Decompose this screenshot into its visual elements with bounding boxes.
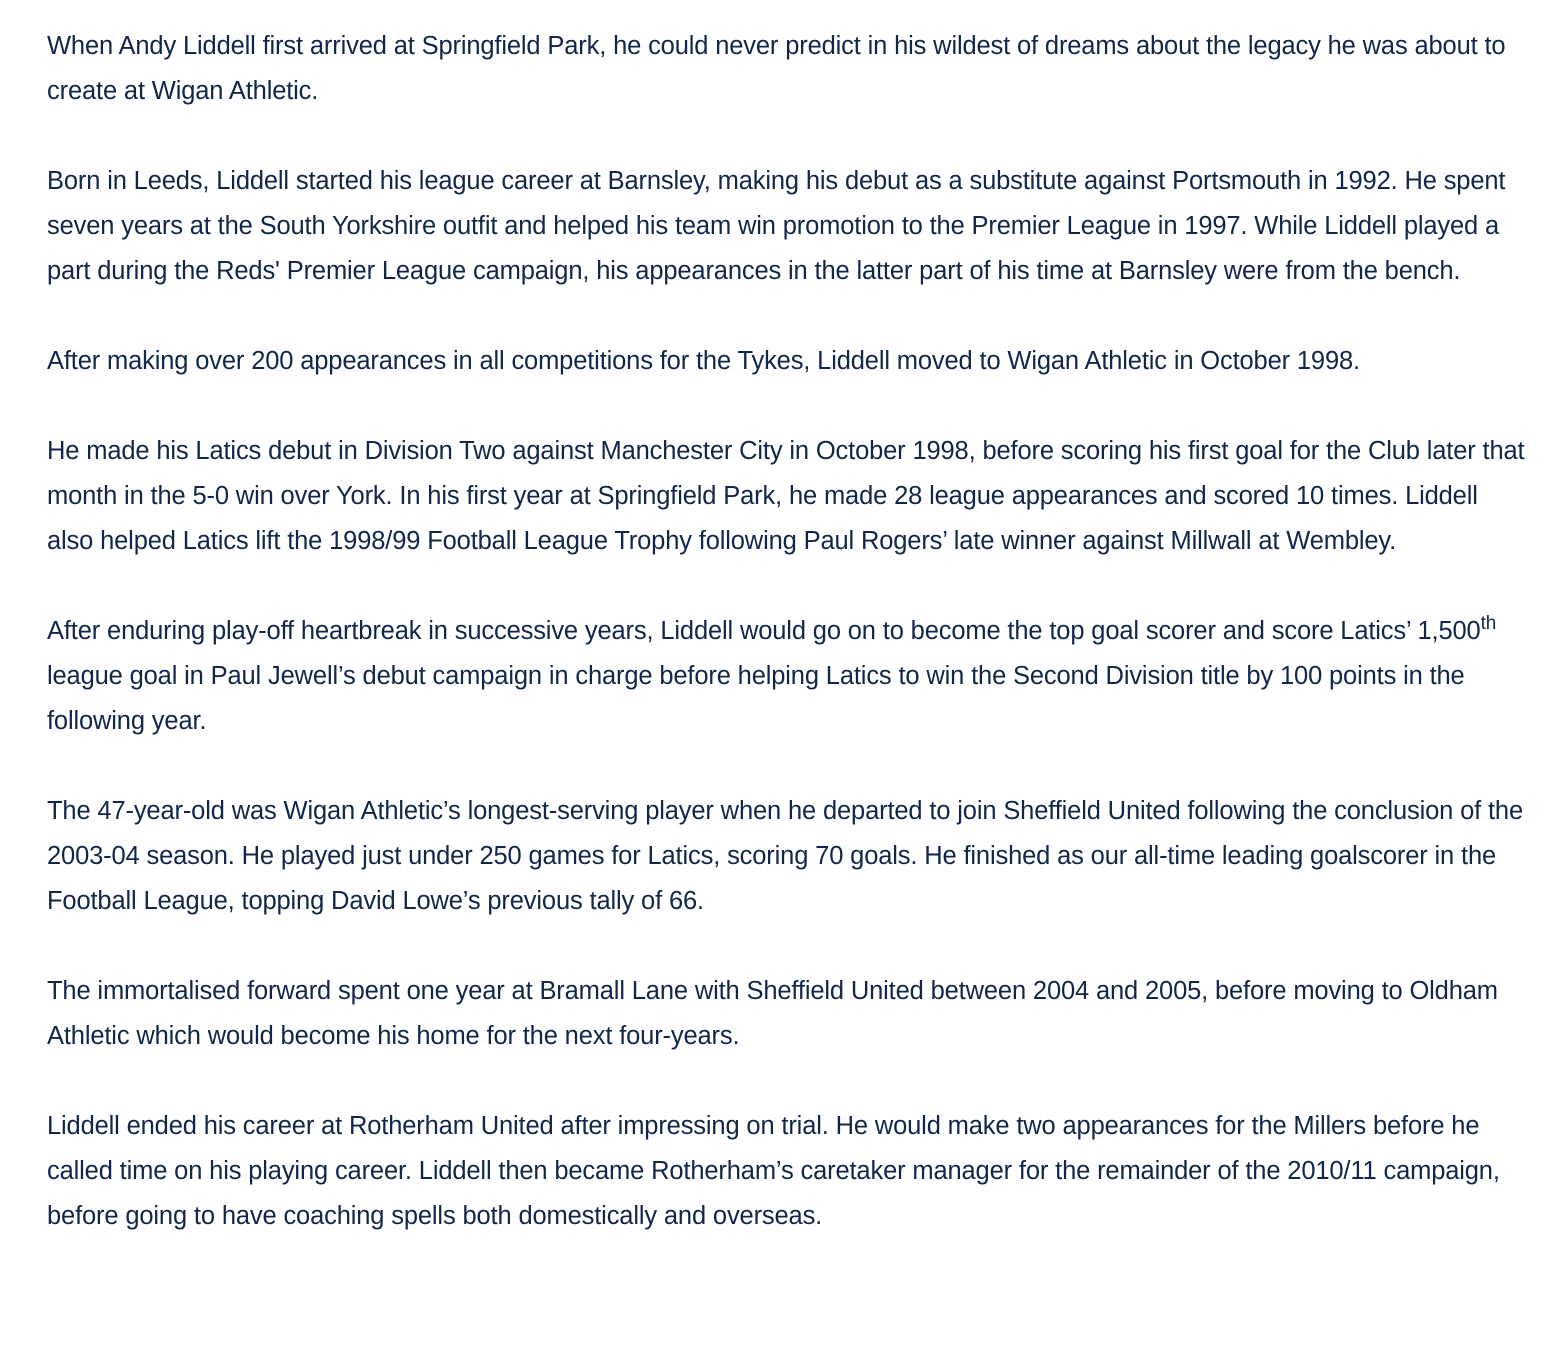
paragraph-sheffield-oldham: The immortalised forward spent one year at Bramall Lane with Sheffield United between 2004 and 2005, before moving to Oldham Athletic which would become his home for the next four-years. — [47, 977, 1498, 1050]
paragraph-longest-serving: The 47-year-old was Wigan Athletic’s longest-serving player when he departed to join Sheffield United following the conclusion of the 2003-04 season. He played just under 250 games for Latics, scoring 70 goals. He finished as our all-time leading goalscorer in the Football League, topping David Lowe’s previous tally of 66. — [47, 797, 1523, 915]
paragraph-barnsley-career: Born in Leeds, Liddell started his league career at Barnsley, making his debut as a substitute against Portsmouth in 1992. He spent seven years at the South Yorkshire outfit and helped his team win promotion to the Premier League in 1997. While Liddell played a part during the Reds' Premier League campaign, his appearances in the latter part of his time at Barnsley were from the bench. — [47, 167, 1506, 285]
milestone-text-before: After enduring play-off heartbreak in successive years, Liddell would go on to become the top goal scorer and score Latics’ 1,500 — [47, 617, 1481, 645]
paragraph-rotherham: Liddell ended his career at Rotherham United after impressing on trial. He would make two appearances for the Millers before he called time on his playing career. Liddell then became Rotherham’s caretaker manager for the remainder of the 2010/11 campaign, before going to have coaching spells both domestically and overseas. — [47, 1112, 1500, 1230]
paragraph-move-to-wigan: After making over 200 appearances in all competitions for the Tykes, Liddell moved to Wigan Athletic in October 1998. — [47, 347, 1360, 375]
milestone-text-after: league goal in Paul Jewell’s debut campaign in charge before helping Latics to win the Second Division title by 100 points in the following year. — [47, 662, 1465, 735]
paragraph-latics-debut: He made his Latics debut in Division Two against Manchester City in October 1998, before scoring his first goal for the Club later that month in the 5-0 win over York. In his first year at Springfield Park, he made 28 league appearances and scored 10 times. Liddell also helped Latics lift the 1998/99 Football League Trophy following Paul Rogers’ late winner against Millwall at Wembley. — [47, 437, 1525, 555]
paragraph-milestone-goal — [47, 609, 1527, 744]
ordinal-superscript: th — [1480, 612, 1497, 634]
article-body — [47, 24, 1527, 1284]
paragraph-arrival: When Andy Liddell first arrived at Springfield Park, he could never predict in his wildest of dreams about the legacy he was about to create at Wigan Athletic. — [47, 32, 1506, 105]
